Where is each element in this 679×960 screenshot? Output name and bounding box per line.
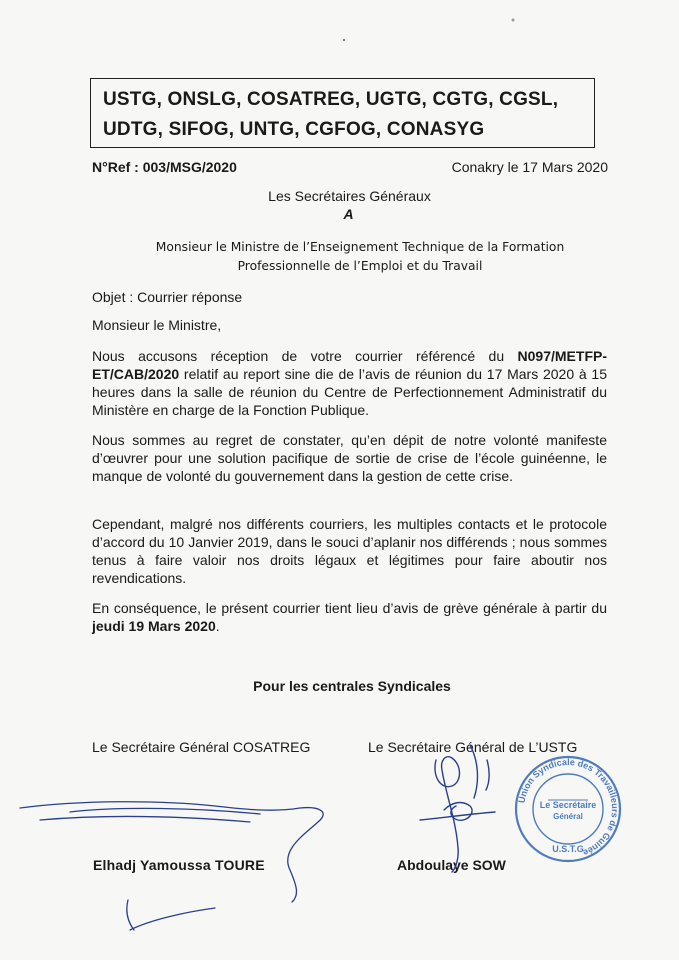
paragraph-1-text-a: Nous accusons réception de votre courrier référencé du bbox=[92, 348, 518, 364]
paper-speck bbox=[512, 19, 515, 22]
left-signature bbox=[20, 802, 323, 930]
right-signature bbox=[420, 745, 495, 872]
stamp-bottom-text: U.S.T.G bbox=[552, 844, 584, 854]
unions-line-1: USTG, ONSLG, COSATREG, UGTG, CGTG, CGSL, bbox=[103, 89, 559, 110]
paragraph-4-strike-date: jeudi 19 Mars 2020 bbox=[92, 618, 216, 634]
union-stamp bbox=[516, 757, 620, 861]
recipient-line-1: Monsieur le Ministre de l’Enseignement Technique de la Formation bbox=[155, 240, 565, 254]
stamp-inner-text-1: Le Secrétaire bbox=[539, 800, 597, 810]
left-signatory-name: Elhadj Yamoussa TOURE bbox=[93, 857, 265, 873]
right-signatory-name: Abdoulaye SOW bbox=[397, 857, 506, 873]
stamp-outer-text: Union Syndicale des Travailleurs de Guinée bbox=[516, 756, 621, 859]
closing-line: Pour les centrales Syndicales bbox=[253, 678, 451, 694]
recipient-line-2: Professionnelle de l’Emploi et du Travail bbox=[237, 259, 483, 273]
paper-speck bbox=[343, 39, 345, 41]
unions-line-2: UDTG, SIFOG, UNTG, CGFOG, CONASYG bbox=[103, 119, 485, 140]
sender-line: Les Secrétaires Généraux bbox=[268, 188, 431, 204]
paragraph-4-text-b: . bbox=[215, 618, 220, 634]
letter-object: Objet : Courrier réponse bbox=[92, 289, 243, 305]
paragraph-3: Cependant, malgré nos différents courriers, les multiples contacts et le protocole d’accord du 10 Janvier 2019, dans le souci d’aplanir nos différends ; nous sommes tenus à faire valoir nos droits légaux et légitimes pour faire aboutir nos revendications. bbox=[92, 516, 607, 586]
paragraph-4-text-a: En conséquence, le présent courrier tient lieu d’avis de grève générale à partir du bbox=[92, 600, 607, 616]
paragraph-1-text-b: relatif au report sine die de l’avis de réunion du 17 Mars 2020 à 15 heures dans la salle de réunion du Centre de Perfectionnement Administratif du Ministère en charge de la Fonction Publique. bbox=[92, 366, 607, 418]
place-and-date: Conakry le 17 Mars 2020 bbox=[451, 159, 608, 175]
reference-number: N°Ref : 003/MSG/2020 bbox=[92, 159, 237, 175]
left-signatory-title: Le Secrétaire Général COSATREG bbox=[92, 739, 311, 755]
right-signatory-title: Le Secrétaire Général de L’USTG bbox=[368, 739, 578, 755]
paragraph-2: Nous sommes au regret de constater, qu’en dépit de notre volonté manifeste d’œuvrer pour une solution pacifique de sortie de crise de l’école guinéenne, le manque de volonté du gouvernement dans la gestion de cette crise. bbox=[92, 432, 607, 484]
stamp-inner-text-2: Général bbox=[553, 812, 583, 821]
addressee-marker: A bbox=[343, 206, 354, 222]
salutation: Monsieur le Ministre, bbox=[92, 317, 222, 333]
paragraph-1-reference: N097/METFP-ET/CAB/2020 bbox=[92, 348, 607, 382]
